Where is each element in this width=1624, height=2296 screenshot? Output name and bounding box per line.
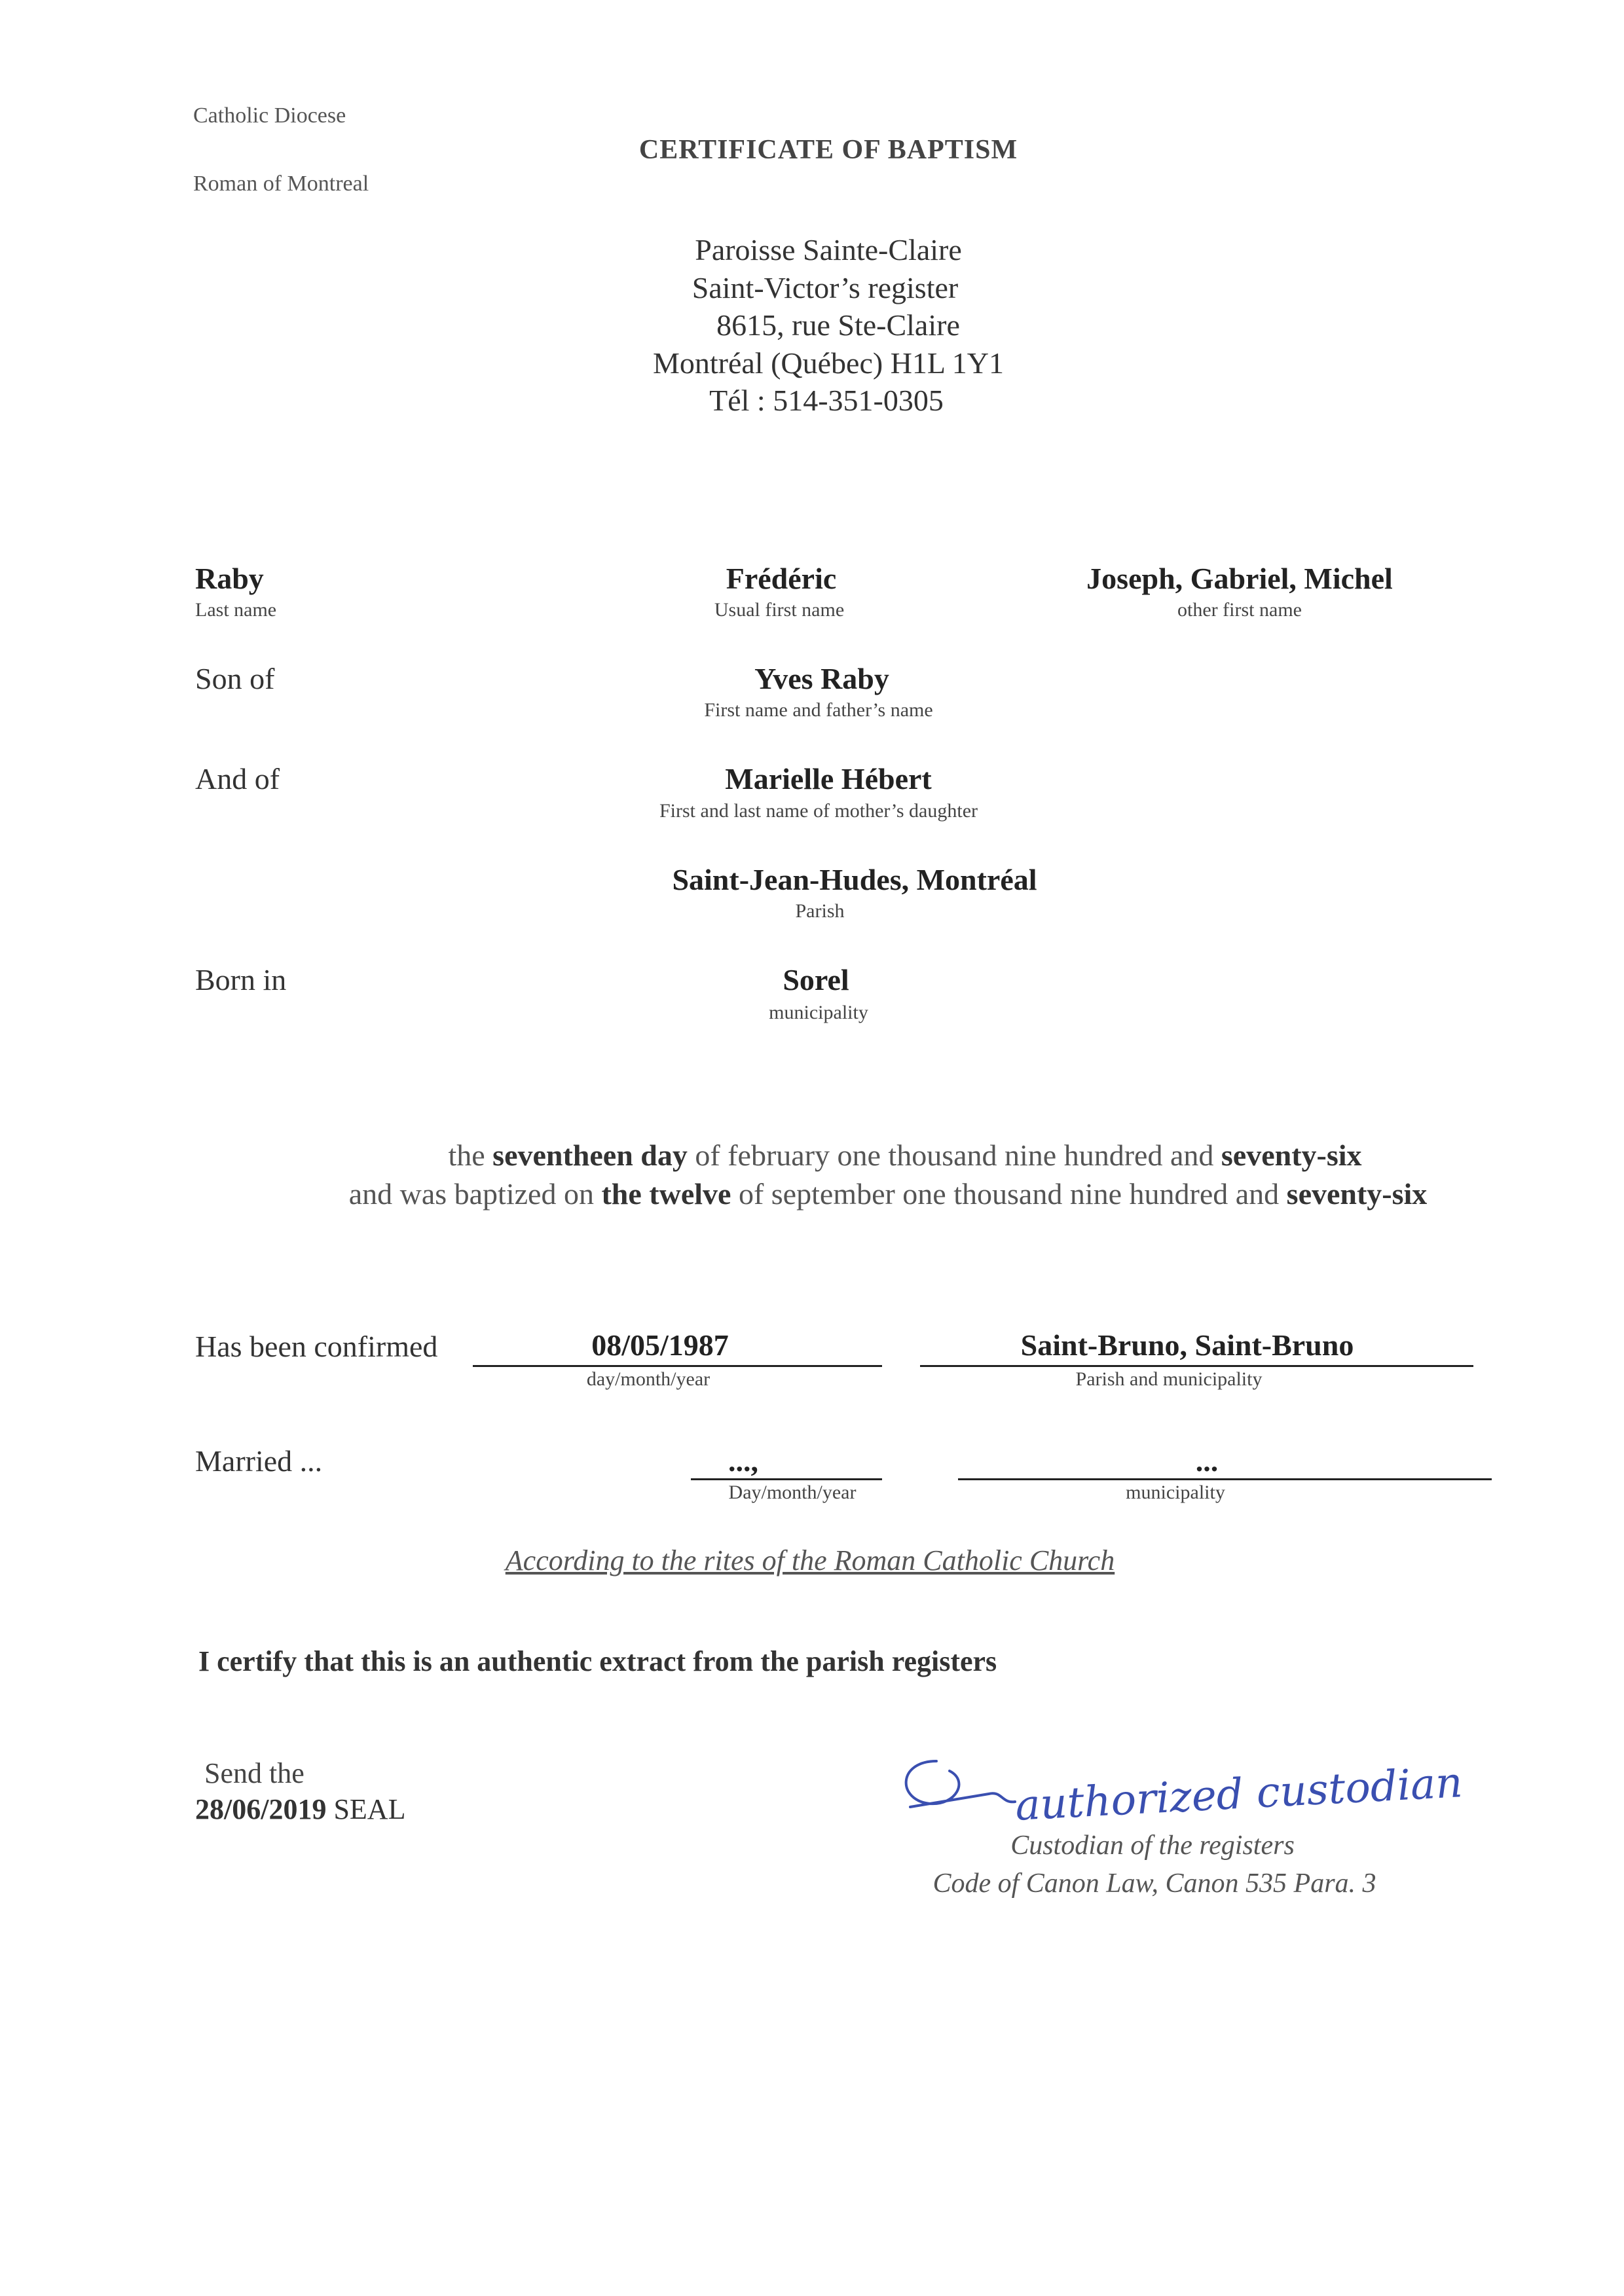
- marriage-date-value: ...,: [728, 1444, 758, 1478]
- diocese-line-1: Catholic Diocese: [193, 103, 346, 128]
- confirmation-date-value: 08/05/1987: [591, 1328, 729, 1362]
- birth-date-mid: of february one thousand nine hundred and: [695, 1139, 1214, 1172]
- parish-label: Parish: [795, 900, 845, 922]
- handwritten-signature: [871, 1741, 1565, 1833]
- marriage-municipality-label: municipality: [1126, 1482, 1225, 1503]
- confirmation-date-line: [473, 1365, 882, 1367]
- last-name-value: Raby: [195, 562, 264, 595]
- diocese-line-2: Roman of Montreal: [193, 172, 369, 196]
- rites-line: According to the rites of the Roman Catholic Church: [505, 1544, 1115, 1576]
- certificate-title: CERTIFICATE OF BAPTISM: [638, 135, 1018, 165]
- parish-name: Paroisse Sainte-Claire: [695, 233, 962, 266]
- birth-date-pre: the: [448, 1139, 485, 1172]
- send-label: Send the: [204, 1757, 304, 1789]
- mother-name-label: First and last name of mother’s daughter: [659, 800, 978, 822]
- birth-date-year: seventy-six: [1221, 1139, 1362, 1172]
- marriage-date-line: [691, 1478, 882, 1480]
- parish-phone: Tél : 514-351-0305: [709, 384, 944, 417]
- other-first-names-label: other first name: [1177, 599, 1302, 621]
- and-of-label: And of: [195, 762, 280, 795]
- usual-first-name-value: Frédéric: [726, 562, 837, 595]
- born-in-label: Born in: [195, 963, 287, 996]
- last-name-label: Last name: [195, 599, 277, 621]
- parish-street: 8615, rue Ste-Claire: [716, 308, 960, 342]
- send-line: [195, 1793, 405, 1826]
- confirmation-date-label: day/month/year: [586, 1368, 710, 1390]
- married-label-text: Married ...: [195, 1444, 323, 1478]
- baptism-date-day: the twelve: [601, 1177, 731, 1211]
- birth-municipality-value: Sorel: [783, 963, 849, 996]
- send-date: 28/06/2019: [195, 1793, 327, 1825]
- confirmed-label: Has been confirmed: [195, 1330, 438, 1363]
- confirmation-place-line: [920, 1365, 1473, 1367]
- confirmation-place-value: Saint-Bruno, Saint-Bruno: [1020, 1328, 1354, 1362]
- marriage-municipality-value: ...: [1195, 1444, 1219, 1478]
- mother-name-value: Marielle Hébert: [725, 762, 932, 795]
- other-first-names-value: Joseph, Gabriel, Michel: [1086, 562, 1393, 595]
- father-name-value: Yves Raby: [754, 662, 889, 695]
- birth-municipality-label: municipality: [769, 1002, 868, 1023]
- married-label: [195, 1444, 322, 1478]
- parish-value: Saint-Jean-Hudes, Montréal: [672, 863, 1037, 896]
- son-of-label: Son of: [195, 662, 275, 695]
- marriage-municipality-line: [958, 1478, 1492, 1480]
- baptism-date-year: seventy-six: [1286, 1177, 1428, 1211]
- father-name-label: First name and father’s name: [704, 699, 933, 721]
- certification-statement: I certify that this is an authentic extract from the parish registers: [198, 1645, 997, 1677]
- signature-text: authorized custodian: [1014, 1758, 1464, 1831]
- baptism-date-sentence: [349, 1176, 1428, 1211]
- baptism-date-pre: and was baptized on: [348, 1177, 594, 1211]
- birth-date-sentence: [448, 1138, 1361, 1173]
- confirmation-place-label: Parish and municipality: [1075, 1368, 1263, 1390]
- birth-date-day: seventheen day: [492, 1139, 688, 1172]
- baptism-date-mid: of september one thousand nine hundred and: [738, 1177, 1280, 1211]
- parish-register: Saint-Victor’s register: [692, 271, 959, 304]
- signature-title: Custodian of the registers: [1010, 1831, 1295, 1861]
- parish-city: Montréal (Québec) H1L 1Y1: [652, 346, 1005, 380]
- seal-label: SEAL: [333, 1793, 406, 1825]
- signature-flourish: [906, 1761, 1015, 1807]
- canon-law-reference: Code of Canon Law, Canon 535 Para. 3: [932, 1868, 1376, 1899]
- marriage-date-label: Day/month/year: [728, 1482, 857, 1503]
- usual-first-name-label: Usual first name: [714, 599, 845, 621]
